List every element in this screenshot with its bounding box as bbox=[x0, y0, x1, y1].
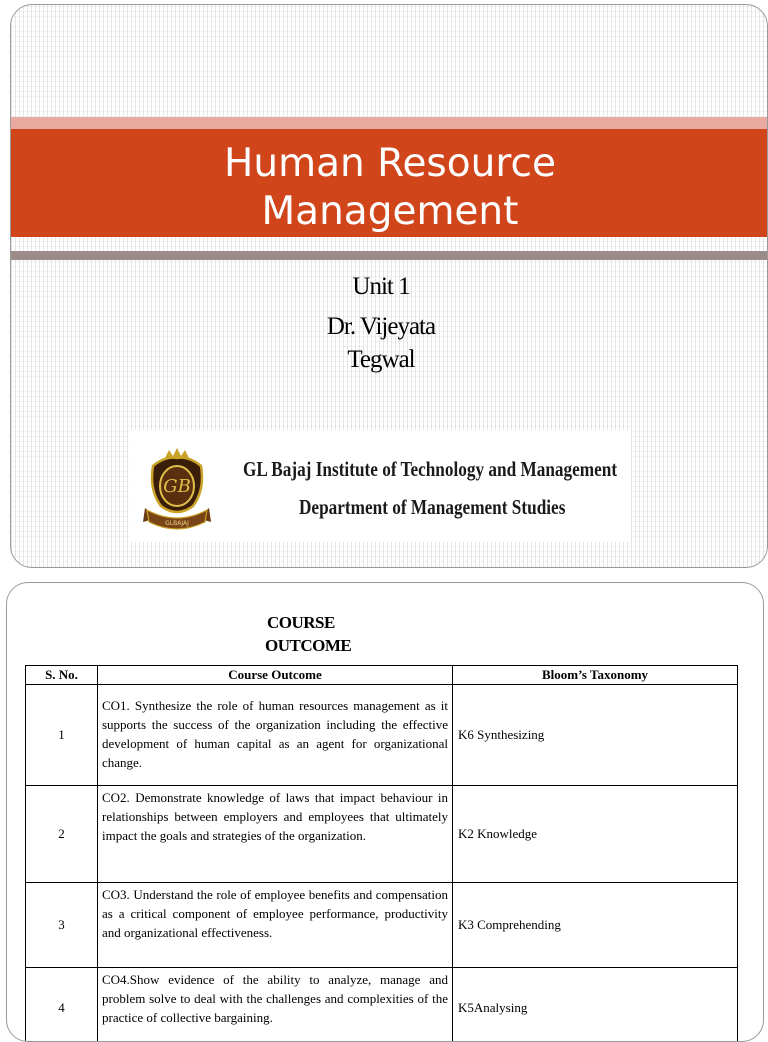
heading-line-2: OUTCOME bbox=[265, 634, 351, 657]
crest-icon bbox=[139, 446, 215, 536]
row-outcome: CO1. Synthesize the role of human resources management as it supports the success of the organization including the effective development of human capital as an agent for organizational change. bbox=[98, 685, 453, 786]
row-bloom: K5Analysing bbox=[453, 968, 738, 1042]
title-band bbox=[10, 129, 768, 237]
department-name: Department of Management Studies bbox=[299, 495, 565, 520]
row-bloom: K2 Knowledge bbox=[453, 786, 738, 883]
table-row bbox=[26, 883, 738, 968]
table-row bbox=[26, 786, 738, 883]
row-sno: 4 bbox=[26, 968, 98, 1042]
title-line-2: Management bbox=[10, 188, 768, 236]
course-outcome-heading bbox=[265, 611, 351, 657]
svg-text:GB: GB bbox=[163, 476, 191, 497]
crest-ribbon-text: GLBAJAJ bbox=[165, 520, 189, 527]
unit-label: Unit 1 bbox=[301, 273, 461, 301]
title-line-1: Human Resource bbox=[10, 140, 768, 188]
course-outcome-slide bbox=[6, 582, 764, 1042]
heading-line-1: COURSE bbox=[265, 611, 351, 634]
row-outcome: CO3. Understand the role of employee benefits and compensation as a critical component of employee performance, productivity and organizational effectiveness. bbox=[98, 883, 453, 968]
row-sno: 3 bbox=[26, 883, 98, 968]
row-bloom: K6 Synthesizing bbox=[453, 685, 738, 786]
column-header-sno: S. No. bbox=[26, 666, 98, 685]
table-header-row bbox=[26, 666, 738, 685]
column-header-bloom: Bloom’s Taxonomy bbox=[453, 666, 738, 685]
institute-logo-banner bbox=[129, 430, 631, 542]
course-outcome-table bbox=[25, 665, 738, 1042]
author-name-line-1: Dr. Vijeyata bbox=[301, 313, 461, 341]
institute-name: GL Bajaj Institute of Technology and Management bbox=[243, 457, 617, 482]
row-outcome: CO2. Demonstrate knowledge of laws that impact behaviour in relationships between employers and employees that ultimately impact the goals and strategies of the organization. bbox=[98, 786, 453, 883]
column-header-outcome: Course Outcome bbox=[98, 666, 453, 685]
row-outcome: CO4.Show evidence of the ability to analyze, manage and problem solve to deal with the challenges and complexities of the practice of collective bargaining. bbox=[98, 968, 453, 1042]
title-slide bbox=[10, 4, 768, 568]
row-sno: 2 bbox=[26, 786, 98, 883]
accent-band bbox=[11, 117, 767, 129]
table-row bbox=[26, 685, 738, 786]
table-row bbox=[26, 968, 738, 1042]
row-sno: 1 bbox=[26, 685, 98, 786]
divider-band bbox=[11, 251, 767, 260]
row-bloom: K3 Comprehending bbox=[453, 883, 738, 968]
author-name-line-2: Tegwal bbox=[301, 346, 461, 374]
